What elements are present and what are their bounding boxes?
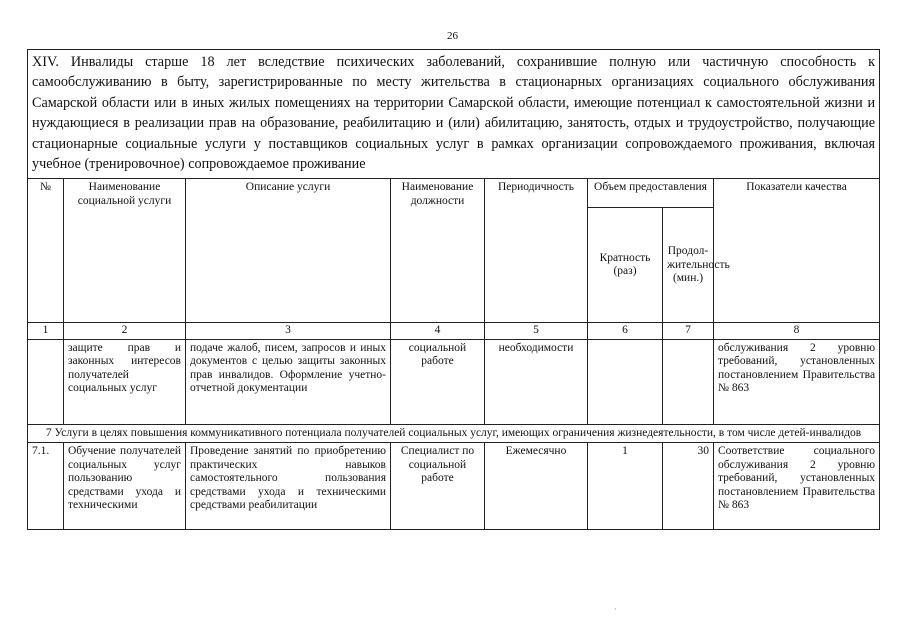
row-quality: Соответствие социального обслуживания 2 уровню требований, установленных постановлением Правительства № 863: [714, 443, 880, 530]
row-duration: [663, 339, 714, 424]
social-services-table: [27, 49, 880, 530]
table-row: [28, 443, 880, 530]
column-number: 3: [186, 323, 391, 340]
section-title-row: [28, 50, 880, 179]
row-description: подаче жалоб, писем, запросов и иных документов с целью защиты законных прав инвалидов. Оформление учетно-отчетной документации: [186, 339, 391, 424]
group-title-row: [28, 424, 880, 443]
row-num: [28, 339, 64, 424]
stray-mark: ·: [614, 605, 617, 614]
header-volume: Объем предоставления: [588, 179, 714, 208]
column-number: 6: [588, 323, 663, 340]
page-number: 26: [447, 30, 458, 42]
row-num: 7.1.: [28, 443, 64, 530]
row-multiplicity: [588, 339, 663, 424]
header-quality: Показатели качества: [714, 179, 880, 323]
column-number: 8: [714, 323, 880, 340]
row-periodicity: необходимости: [485, 339, 588, 424]
section-title: XIV. Инвалиды старше 18 лет вследствие психических заболеваний, сохранившие полную или частичную способность к самообслуживанию в быту, зарегистрированные по месту жительства в стационарных организациях социального обслуживания Самарской области или в иных жилых помещениях на территории Самарской области, имеющие потенциал к самостоятельной жизни и нуждающиеся в реализации прав на образование, реабилитацию и (или) абилитацию, занятость, отдых и трудоустройство, получающие стационарные социальные услуги у поставщиков социальных услуг в рамках организации сопровождаемого проживания, включая учебное (тренировочное) сопровождаемое проживание: [28, 50, 880, 179]
row-service-name: защите прав и законных интересов получателей социальных услуг: [64, 339, 186, 424]
header-description: Описание услуги: [186, 179, 391, 323]
header-multiplicity: Кратность (раз): [588, 208, 663, 323]
header-num: №: [28, 179, 64, 323]
row-duration: 30: [663, 443, 714, 530]
row-periodicity: Ежемесячно: [485, 443, 588, 530]
row-service-name: Обучение получателей социальных услуг пользованию средствами ухода и техническими: [64, 443, 186, 530]
header-row: [28, 179, 880, 208]
table-row: [28, 339, 880, 424]
header-periodicity: Периодичность: [485, 179, 588, 323]
column-number: 1: [28, 323, 64, 340]
header-service-name: Наименование социальной услуги: [64, 179, 186, 323]
column-number: 7: [663, 323, 714, 340]
row-description: Проведение занятий по приобретению практических навыков самостоятельного пользования средствами ухода и техническими средствами реабилитации: [186, 443, 391, 530]
row-quality: обслуживания 2 уровню требований, установленных постановлением Правительства № 863: [714, 339, 880, 424]
column-number: 5: [485, 323, 588, 340]
column-number-row: [28, 323, 880, 340]
group-title: 7 Услуги в целях повышения коммуникативного потенциала получателей социальных услуг, имеющих ограничения жизнедеятельности, в том числе детей-инвалидов: [28, 424, 880, 443]
row-position: Специалист по социальной работе: [391, 443, 485, 530]
row-position: социальной работе: [391, 339, 485, 424]
header-duration: Продол-жительность (мин.): [663, 208, 714, 323]
column-number: 2: [64, 323, 186, 340]
row-multiplicity: 1: [588, 443, 663, 530]
header-position: Наименование должности: [391, 179, 485, 323]
column-number: 4: [391, 323, 485, 340]
